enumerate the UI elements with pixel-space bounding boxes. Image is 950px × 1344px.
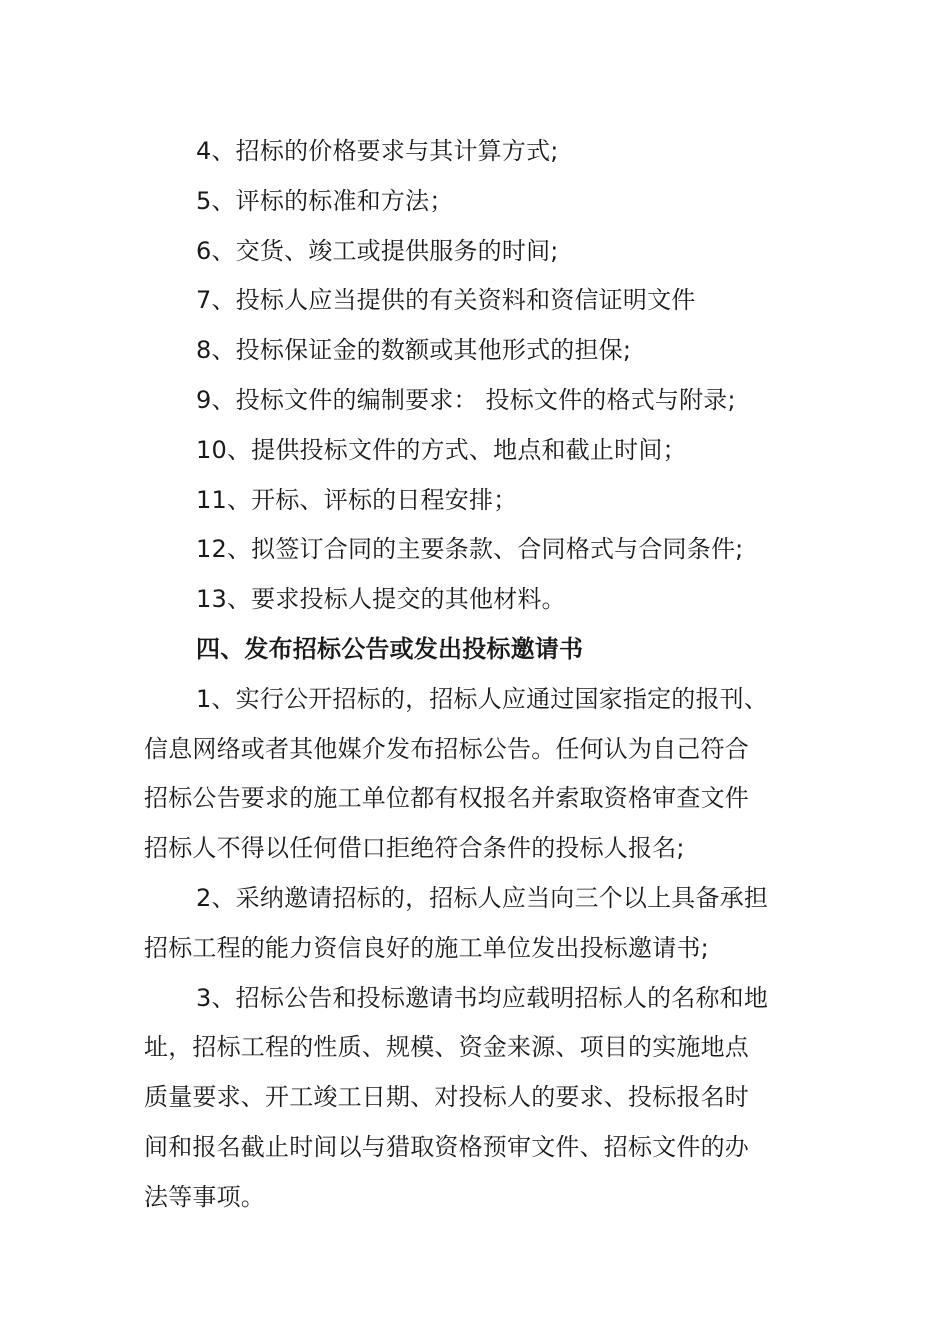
- list-item: 7、投标人应当提供的有关资料和资信证明文件: [196, 286, 696, 315]
- list-item: 6、交货、竣工或提供服务的时间;: [196, 236, 559, 265]
- paragraph-line: 1、实行公开招标的，招标人应通过国家指定的报刊、: [196, 684, 769, 713]
- paragraph-line: 间和报名截止时间以与猎取资格预审文件、招标文件的办: [144, 1132, 749, 1161]
- document-body: [144, 127, 814, 1223]
- list-item: 9、投标文件的编制要求： 投标文件的格式与附录;: [196, 385, 736, 414]
- paragraph-announcement-content: [144, 974, 814, 1223]
- paragraph-line: 址，招标工程的性质、规模、资金来源、项目的实施地点: [144, 1033, 749, 1062]
- list-item: 8、投标保证金的数额或其他形式的担保;: [196, 336, 632, 365]
- paragraph-invited-tender: [144, 874, 814, 974]
- paragraph-public-tender: [144, 675, 814, 874]
- paragraph-line: 3、招标公告和投标邀请书均应载明招标人的名称和地: [196, 983, 769, 1012]
- list-item: 11、开标、评标的日程安排；: [196, 485, 518, 514]
- list-item: 13、要求投标人提交的其他材料。: [196, 585, 566, 614]
- section-heading: 四、发布招标公告或发出投标邀请书: [196, 634, 584, 663]
- list-item: 12、拟签订合同的主要条款、合同格式与合同条件;: [196, 535, 744, 564]
- paragraph-line: 信息网络或者其他媒介发布招标公告。任何认为自己符合: [144, 734, 749, 763]
- paragraph-line: 招标公告要求的施工单位都有权报名并索取资格审查文件: [144, 784, 749, 813]
- paragraph-line: 招标人不得以任何借口拒绝符合条件的投标人报名;: [144, 834, 685, 863]
- list-item: 10、提供投标文件的方式、地点和截止时间；: [196, 435, 687, 464]
- list-item: 4、招标的价格要求与其计算方式;: [196, 137, 559, 165]
- paragraph-line: 招标工程的能力资信良好的施工单位发出投标邀请书;: [144, 933, 709, 962]
- paragraph-line: 2、采纳邀请招标的，招标人应当向三个以上具备承担: [196, 883, 769, 912]
- paragraph-line: 法等事项。: [144, 1182, 265, 1211]
- list-item: 5、评标的标准和方法；: [196, 186, 454, 215]
- paragraph-line: 质量要求、开工竣工日期、对投标人的要求、投标报名时: [144, 1083, 749, 1112]
